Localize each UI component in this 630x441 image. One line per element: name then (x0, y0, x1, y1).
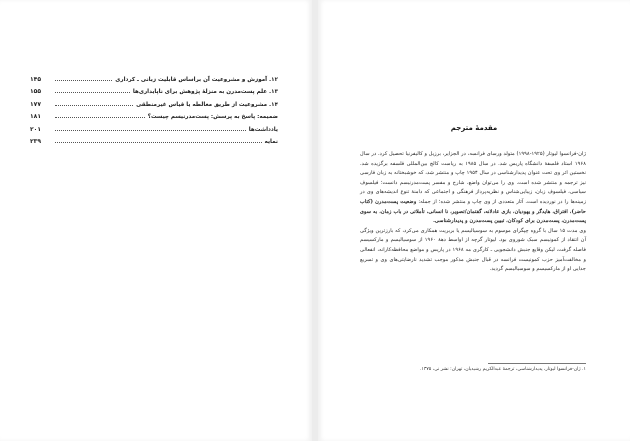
works-list: وضعیت پست‌مدرن (کتاب حاضر)، افتراق، هایدگر و یهودیان، بازی عادلانه، گفتمان/تصویر، نا انسانی، تأملاتی در باب زمان، به سوی پست‌مدرن، پست‌مدرن برای کودکان، تبیین پست‌مدرن و پدیدارشناسی. (360, 198, 586, 225)
toc-entry-page: ۱۴۵ (30, 76, 41, 83)
toc-entry-page: ۱۷۷ (30, 100, 41, 108)
toc-entry[interactable] (30, 76, 278, 88)
toc-leader-dots (55, 88, 130, 93)
toc-entry-title: ۱۴. مشروعیت از طریق مغالطه یا قیاس غیرمنطقی (136, 101, 278, 108)
toc-entry-page: ۱۸۱ (30, 113, 41, 121)
preface-body (360, 150, 586, 275)
toc-entry-title: نمایه (264, 138, 278, 145)
left-page (0, 0, 312, 441)
toc-entry-title: ۱۳. علم پست‌مدرن به منزلهٔ پژوهش برای ناپایداری‌ها (132, 89, 278, 96)
toc-entry[interactable] (30, 101, 278, 113)
toc-entry[interactable] (30, 138, 278, 150)
toc-entry-title: یادداشت‌ها (248, 126, 278, 133)
toc-leader-dots (55, 101, 133, 106)
table-of-contents (30, 76, 278, 150)
toc-entry[interactable] (30, 126, 278, 138)
preface-paragraph-1: ژان-فرانسوا لیوتار (۱۹۲۵-۱۹۹۸) متولد ورسای فرانسه، در الجزایر، برزیل و کالیفرنیا تحصیل کرد. در سال ۱۹۶۸ استاد فلسفهٔ دانشگاه پاریس شد. در سال ۱۹۸۵ به ریاست کالج بین‌المللی فلسفه برگزیده شد. نخستین اثر وی تحت عنوان پدیدارشناسی در سال ۱۹۵۴ چاپ و منتشر شد، که خوشبختانه به زبان فارسی نیز ترجمه و منتشر شده است. وی را می‌توان واضع، شارح و مفسر پست‌مدرنیسم دانست؛ فیلسوف سیاسی، فیلسوف زبان، زیبایی‌شناس و نظریه‌پرداز فرهنگی و اجتماعی که دامنهٔ تنوع اندیشه‌های وی در زمینه‌ها را در نوردیده است. آثار متعددی از وی چاپ و منتشر شده؛ از جمله: (360, 151, 587, 205)
right-page (318, 0, 630, 441)
toc-leader-dots (55, 113, 145, 118)
preface-paragraph-2: وی مدت ۱۵ سال با گروه چپگرای موسوم به سوسیالیسم یا بربریت همکاری می‌کرد، که بارزترین ویژگی آن انتقاد از کمونیسم سبک شوروی بود. لیوتار گرچه از اواسط دههٔ ۱۹۶۰ از سوسیالیسم و مارکسیسم فاصله گرفت، لیکن وقایع جنبش دانشجویی ـ کارگری مه ۱۹۶۸ در پاریس و مواضع محافظه‌کارانه، انفعالی و مخالفت‌آمیز حزب کمونیست فرانسه در قبال جنبش مذکور موجب تشدید نارضایتی‌های وی و تسریع جدایی او از مارکسیسم و سوسیالیسم گردید. (360, 227, 587, 273)
footnote-divider (488, 363, 586, 364)
toc-entry-page: ۲۰۱ (30, 125, 41, 133)
toc-entry-title: ۱۲. آموزش و مشروعیت آن براساس قابلیت زبانی ـ کرداری (115, 77, 278, 83)
toc-entry[interactable] (30, 88, 278, 100)
toc-entry-page: ۲۳۹ (30, 137, 41, 145)
toc-leader-dots (55, 138, 262, 143)
toc-leader-dots (55, 76, 112, 81)
footnote: ۱. ژان-فرانسوا لیوتار، پدیدارشناسی، ترجمهٔ عبدالکریم رشیدیان، تهران: نشر نی، ۱۳۷۵. (419, 367, 586, 372)
page-title: مقدمهٔ مترجم (450, 124, 498, 132)
toc-entry-title: ضمیمه: پاسخ به پرسش: پست‌مدرنیسم چیست؟ (147, 114, 278, 121)
toc-entry-page: ۱۵۵ (30, 88, 41, 96)
toc-leader-dots (55, 126, 246, 131)
toc-entry[interactable] (30, 113, 278, 125)
